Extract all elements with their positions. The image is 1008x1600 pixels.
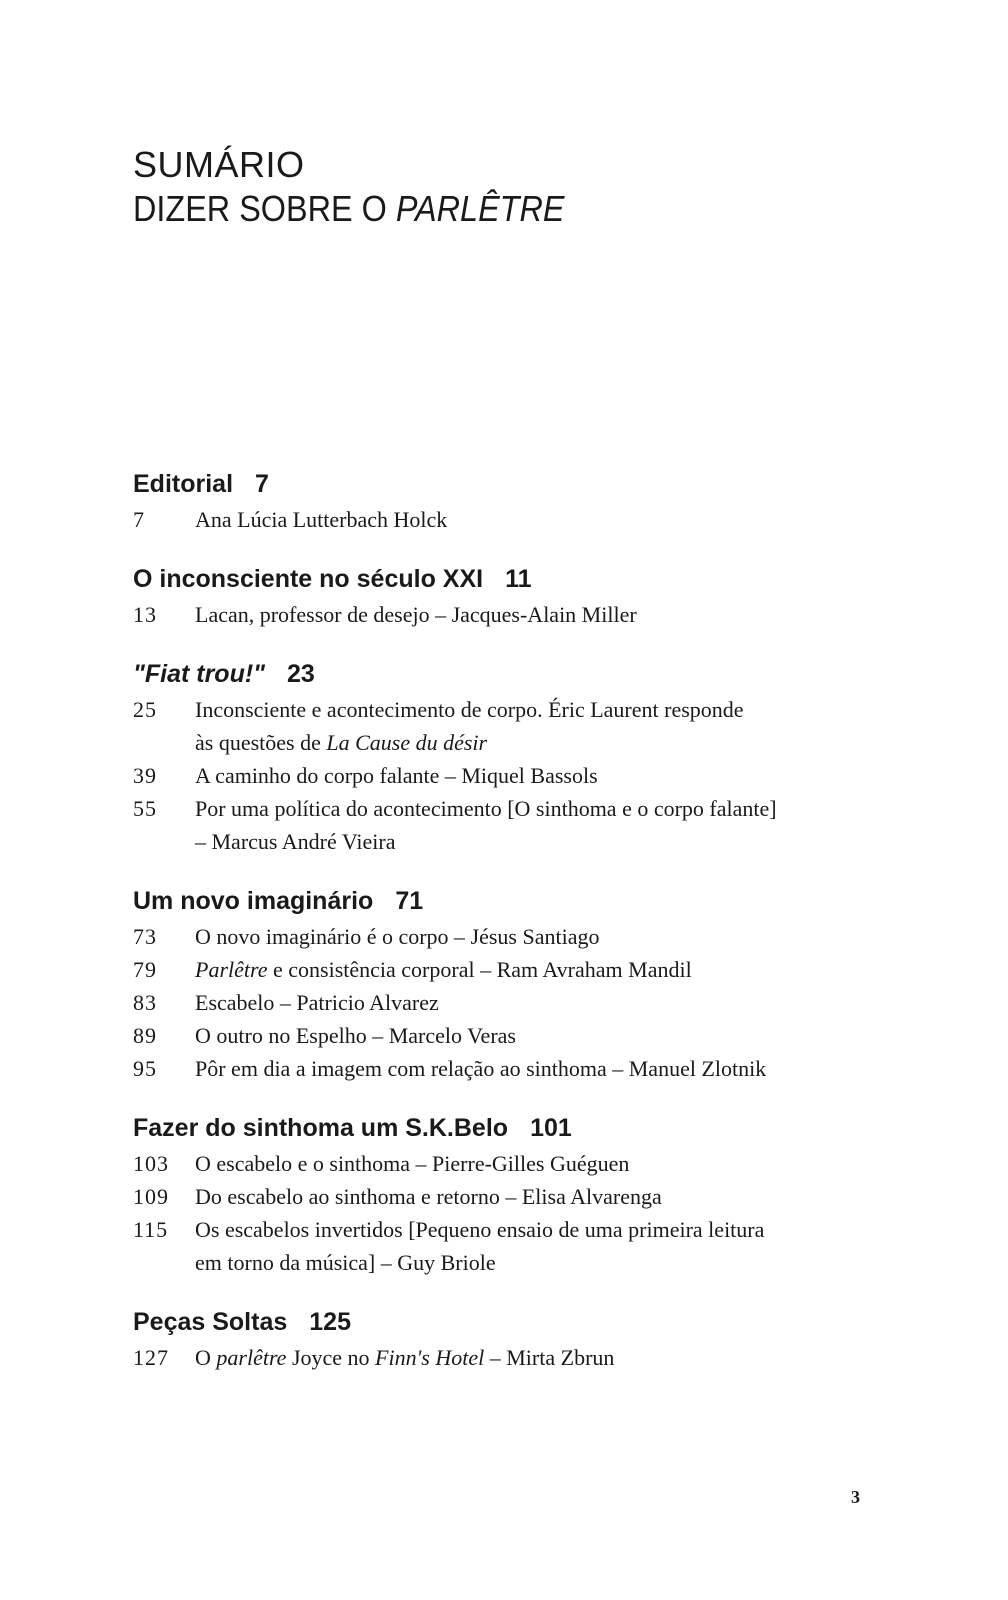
entry-page: 127 xyxy=(133,1345,169,1370)
toc-entry xyxy=(133,1341,873,1374)
toc-entry xyxy=(133,1052,873,1085)
entry-text xyxy=(195,1341,873,1374)
toc-entry xyxy=(133,759,873,792)
section-title xyxy=(133,465,873,503)
toc-section xyxy=(133,560,873,631)
entry-page: 7 xyxy=(133,507,145,532)
entry-line: Os escabelos invertidos [Pequeno ensaio de uma primeira leitura xyxy=(195,1217,765,1242)
issue-title-italic: PARLÊTRE xyxy=(395,188,565,229)
entry-page: 79 xyxy=(133,957,157,982)
section-page: 7 xyxy=(255,470,269,498)
toc-entry xyxy=(133,1213,873,1279)
entry-page: 25 xyxy=(133,697,157,722)
entry-text: A caminho do corpo falante – Miquel Bassols xyxy=(195,763,598,788)
entry-line: em torno da música] – Guy Briole xyxy=(195,1250,496,1275)
entry-line: Inconsciente e acontecimento de corpo. Éric Laurent responde xyxy=(195,697,744,722)
section-page: 11 xyxy=(505,565,532,593)
section-name: Peças Soltas xyxy=(133,1308,288,1336)
entry-part: O xyxy=(195,1345,217,1370)
toc-entry xyxy=(133,792,873,858)
entry-text: O outro no Espelho – Marcelo Veras xyxy=(195,1023,516,1048)
entry-text-rest: e consistência corporal – Ram Avraham Mandil xyxy=(267,957,692,982)
entry-part: – Mirta Zbrun xyxy=(484,1345,615,1370)
entry-text: Lacan, professor de desejo – Jacques-Alain Miller xyxy=(195,602,637,627)
entry-page: 39 xyxy=(133,763,157,788)
toc-entry xyxy=(133,693,873,759)
toc-entry xyxy=(133,953,873,986)
entry-page: 109 xyxy=(133,1184,169,1209)
issue-title xyxy=(133,187,564,231)
toc-section xyxy=(133,1303,873,1374)
entry-page: 95 xyxy=(133,1056,157,1081)
entry-text xyxy=(195,693,873,759)
entry-line: – Marcus André Vieira xyxy=(195,829,396,854)
issue-title-prefix: DIZER SOBRE O xyxy=(133,188,396,229)
entry-italic: Parlêtre xyxy=(195,957,268,982)
section-name: Editorial xyxy=(133,470,234,498)
entry-italic: parlêtre xyxy=(216,1345,287,1370)
toc-section xyxy=(133,465,873,536)
entry-page: 103 xyxy=(133,1151,169,1176)
section-page: 125 xyxy=(309,1308,351,1336)
toc-section xyxy=(133,1109,873,1279)
entry-part: Joyce no xyxy=(286,1345,376,1370)
entry-page: 89 xyxy=(133,1023,157,1048)
toc-entry xyxy=(133,503,873,536)
entry-text: Do escabelo ao sinthoma e retorno – Elisa Alvarenga xyxy=(195,1184,662,1209)
table-of-contents xyxy=(133,465,873,1398)
entry-page: 83 xyxy=(133,990,157,1015)
section-page: 23 xyxy=(287,660,315,688)
contents-title: SUMÁRIO xyxy=(133,144,305,185)
entry-text xyxy=(195,792,873,858)
entry-text: Pôr em dia a imagem com relação ao sinthoma – Manuel Zlotnik xyxy=(195,1056,767,1081)
entry-page: 55 xyxy=(133,796,157,821)
entry-text: O escabelo e o sinthoma – Pierre-Gilles Guéguen xyxy=(195,1151,630,1176)
toc-entry xyxy=(133,986,873,1019)
toc-entry xyxy=(133,920,873,953)
journal-title: La Cause du désir xyxy=(326,730,488,755)
entry-line: Por uma política do acontecimento [O sinthoma e o corpo falante] xyxy=(195,796,777,821)
section-name: Fazer do sinthoma um S.K.Belo xyxy=(133,1114,509,1142)
entry-text: Escabelo – Patricio Alvarez xyxy=(195,990,439,1015)
entry-text xyxy=(195,1213,873,1279)
page-number: 3 xyxy=(851,1487,860,1507)
entry-page: 115 xyxy=(133,1217,169,1242)
section-title xyxy=(133,560,873,598)
section-title xyxy=(133,1109,873,1147)
entry-text: Ana Lúcia Lutterbach Holck xyxy=(195,507,448,532)
entry-page: 13 xyxy=(133,602,157,627)
entry-text xyxy=(195,953,873,986)
toc-entry xyxy=(133,598,873,631)
section-title xyxy=(133,655,873,693)
section-name: "Fiat trou!" xyxy=(133,660,266,688)
entry-page: 73 xyxy=(133,924,157,949)
entry-italic: Finn's Hotel xyxy=(375,1345,485,1370)
toc-entry xyxy=(133,1019,873,1052)
section-page: 101 xyxy=(530,1114,572,1142)
contents-header xyxy=(133,143,612,231)
toc-entry xyxy=(133,1180,873,1213)
toc-section xyxy=(133,655,873,858)
toc-entry xyxy=(133,1147,873,1180)
section-title xyxy=(133,882,873,920)
section-name: Um novo imaginário xyxy=(133,887,374,915)
section-name: O inconsciente no século XXI xyxy=(133,565,484,593)
section-page: 71 xyxy=(395,887,424,915)
entry-line-prefix: às questões de xyxy=(195,730,327,755)
entry-line xyxy=(195,726,873,759)
section-title xyxy=(133,1303,873,1341)
toc-section xyxy=(133,882,873,1085)
entry-text: O novo imaginário é o corpo – Jésus Santiago xyxy=(195,924,600,949)
